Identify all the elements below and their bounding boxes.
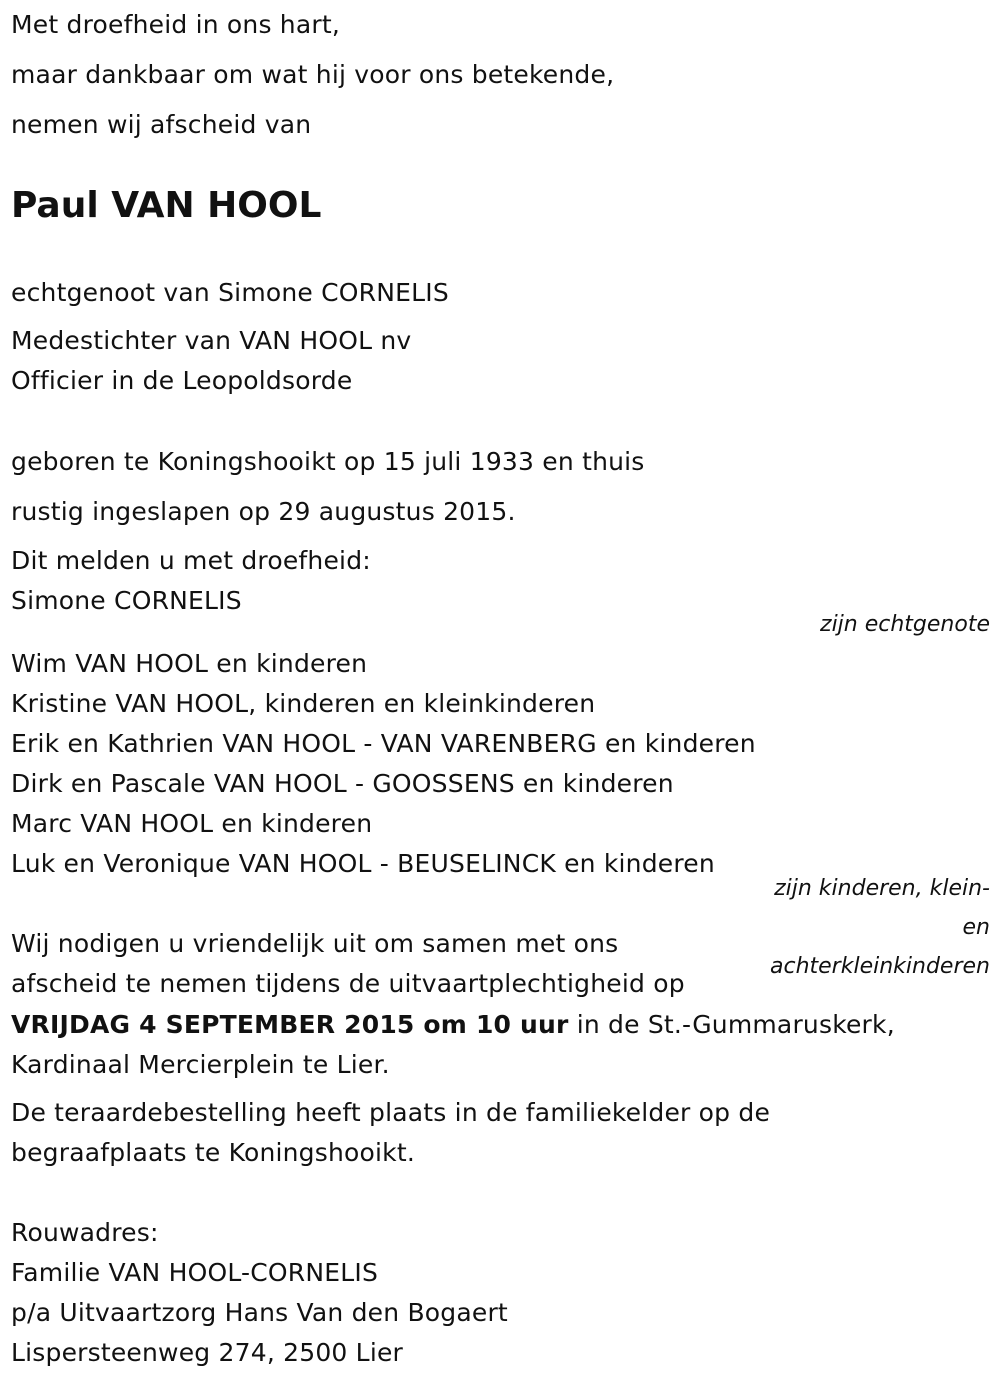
- deceased-name: Paul VAN HOOL: [11, 185, 322, 226]
- funeral-line-4: Kardinaal Mercierplein te Lier.: [11, 1050, 390, 1079]
- intro-line-1: Met droefheid in ons hart,: [11, 10, 341, 39]
- child-line: Erik en Kathrien VAN HOOL - VAN VARENBERG en kinderen: [11, 729, 756, 758]
- funeral-location: in de St.-Gummaruskerk,: [568, 1010, 895, 1039]
- funeral-line-2: afscheid te nemen tijdens de uitvaartplechtigheid op: [11, 969, 685, 998]
- child-line: Marc VAN HOOL en kinderen: [11, 809, 373, 838]
- children-role-line-3: achterkleinkinderen: [770, 954, 990, 979]
- died-line: rustig ingeslapen op 29 augustus 2015.: [11, 497, 516, 526]
- burial-line-2: begraafplaats te Koningshooikt.: [11, 1138, 415, 1167]
- spouse-line: echtgenoot van Simone CORNELIS: [11, 278, 449, 307]
- burial-line-1: De teraardebestelling heeft plaats in de familiekelder op de: [11, 1098, 771, 1127]
- spouse-role: zijn echtgenote: [820, 612, 990, 637]
- title-line-1: Medestichter van VAN HOOL nv: [11, 326, 412, 355]
- address-line-1: Familie VAN HOOL-CORNELIS: [11, 1258, 379, 1287]
- funeral-date-line: [11, 1010, 895, 1040]
- announcer-spouse: Simone CORNELIS: [11, 586, 242, 615]
- intro-line-3: nemen wij afscheid van: [11, 110, 312, 139]
- title-line-2: Officier in de Leopoldsorde: [11, 366, 353, 395]
- intro-line-2: maar dankbaar om wat hij voor ons betekende,: [11, 60, 615, 89]
- address-line-3: Lispersteenweg 274, 2500 Lier: [11, 1338, 404, 1367]
- child-line: Wim VAN HOOL en kinderen: [11, 649, 368, 678]
- born-line: geboren te Koningshooikt op 15 juli 1933 en thuis: [11, 447, 645, 476]
- funeral-line-1: Wij nodigen u vriendelijk uit om samen met ons: [11, 929, 619, 958]
- child-line: Dirk en Pascale VAN HOOL - GOOSSENS en kinderen: [11, 769, 674, 798]
- address-label: Rouwadres:: [11, 1218, 159, 1247]
- child-line: Luk en Veronique VAN HOOL - BEUSELINCK en kinderen: [11, 849, 715, 878]
- announcers-intro: Dit melden u met droefheid:: [11, 546, 371, 575]
- address-line-2: p/a Uitvaartzorg Hans Van den Bogaert: [11, 1298, 508, 1327]
- children-role-line-2: en: [962, 915, 990, 940]
- child-line: Kristine VAN HOOL, kinderen en kleinkinderen: [11, 689, 596, 718]
- children-role-line-1: zijn kinderen, klein-: [774, 876, 990, 901]
- funeral-date: VRIJDAG 4 SEPTEMBER 2015 om 10 uur: [11, 1010, 569, 1039]
